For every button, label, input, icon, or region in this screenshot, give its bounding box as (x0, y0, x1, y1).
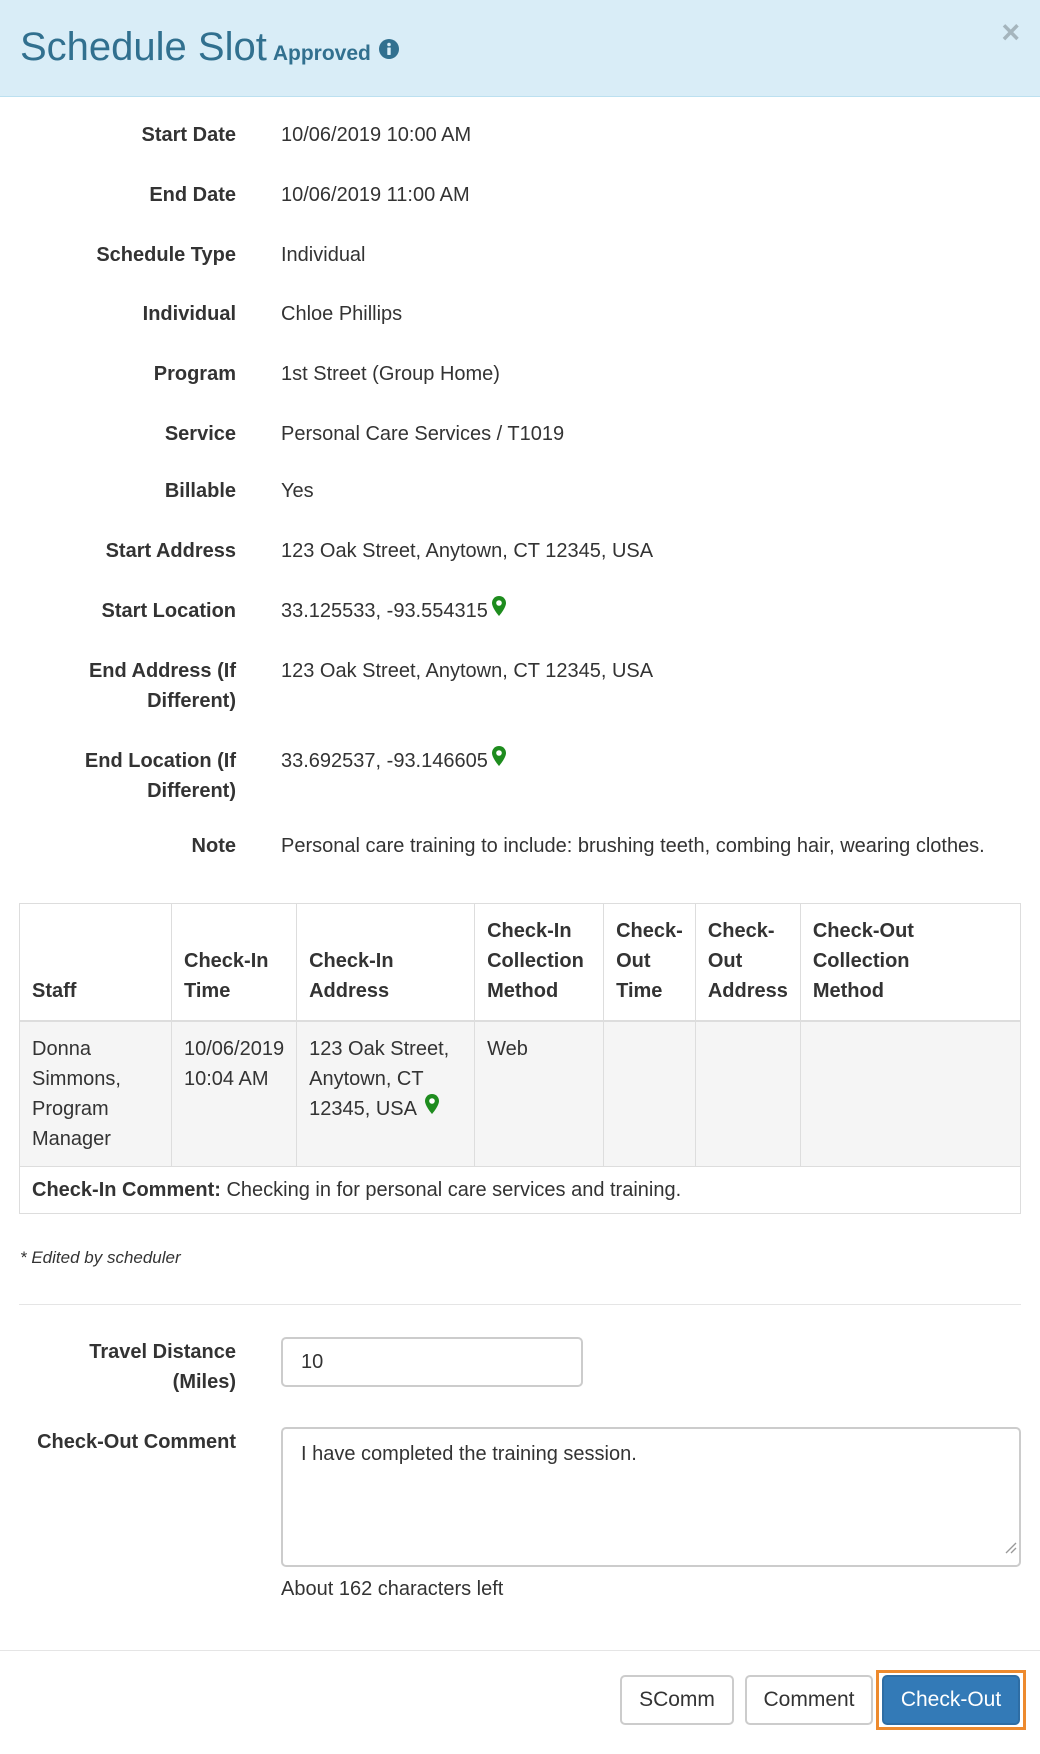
modal-header (0, 0, 1040, 97)
header-text: Time (616, 980, 663, 1002)
cell-text: Simmons, (32, 1068, 121, 1090)
header-text: Staff (32, 980, 77, 1002)
divider (19, 1304, 1021, 1305)
start-date-label: Start Date (141, 124, 236, 146)
map-marker-icon[interactable] (492, 595, 506, 625)
end-location-coords: 33.692537, -93.146605 (281, 750, 488, 772)
header-text: Address (707, 980, 788, 1002)
map-marker-icon[interactable] (492, 745, 506, 775)
header-text: Collection (487, 950, 584, 972)
modal-title-text: Schedule Slot (20, 25, 267, 69)
checkin-comment-label: Check-In Comment: (32, 1179, 221, 1201)
cell-checkin-method: Web (475, 1021, 604, 1167)
checkin-table (19, 903, 1021, 1214)
checkin-comment-text: Checking in for personal care services and training. (226, 1179, 682, 1201)
footer-divider (0, 1650, 1040, 1651)
individual-value: Chloe Phillips (281, 303, 403, 325)
start-location-value (281, 596, 506, 627)
cell-text: Anytown, CT (309, 1068, 424, 1090)
checkout-comment-textarea[interactable] (281, 1427, 1021, 1567)
end-location-label (0, 746, 236, 806)
header-text: Check-In (309, 950, 394, 972)
cell-checkout-address (695, 1021, 800, 1167)
individual-label: Individual (142, 303, 236, 325)
header-text: Check-Out (812, 920, 914, 942)
end-location-label-line2: Different) (147, 780, 236, 802)
end-location-label-line1: End Location (If (84, 750, 236, 772)
check-out-button[interactable]: Check-Out (882, 1675, 1020, 1725)
header-text: Collection (812, 950, 910, 972)
header-text: Check- (707, 920, 775, 942)
travel-distance-input[interactable]: 10 (281, 1337, 583, 1387)
scomm-button[interactable]: SComm (620, 1675, 734, 1725)
end-date-label: End Date (149, 184, 236, 206)
cell-staff (20, 1021, 172, 1167)
map-marker-icon[interactable] (425, 1093, 439, 1123)
checkin-comment-row (20, 1167, 1021, 1214)
end-location-value (281, 746, 506, 777)
table-header-row (20, 904, 1021, 1022)
note-label: Note (191, 835, 236, 857)
cell-text: 123 Oak Street, (309, 1038, 450, 1060)
travel-distance-label (0, 1337, 236, 1397)
billable-value: Yes (281, 480, 314, 502)
end-address-label-line1: End Address (If (88, 660, 236, 682)
column-header-checkout-address (695, 904, 800, 1022)
resize-handle-icon[interactable] (1003, 1533, 1017, 1563)
header-text: Check-In (487, 920, 572, 942)
header-text: Method (487, 980, 559, 1002)
characters-left: About 162 characters left (281, 1578, 504, 1600)
close-icon[interactable]: × (1001, 14, 1020, 50)
billable-label: Billable (164, 480, 236, 502)
header-text: Address (309, 980, 390, 1002)
service-value: Personal Care Services / T1019 (281, 423, 565, 445)
modal-title (20, 20, 399, 81)
checkin-comment-cell (20, 1167, 1021, 1214)
cell-checkin-time (172, 1021, 297, 1167)
program-label: Program (153, 363, 236, 385)
note-value: Personal care training to include: brushing teeth, combing hair, wearing clothes. (281, 835, 985, 857)
schedule-type-value: Individual (281, 244, 366, 266)
header-text: Check- (616, 920, 683, 942)
end-date-value: 10/06/2019 11:00 AM (281, 184, 470, 206)
checkout-comment-label: Check-Out Comment (37, 1431, 236, 1453)
column-header-checkout-time (604, 904, 696, 1022)
end-address-label-line2: Different) (147, 690, 236, 712)
cell-text: Donna (32, 1038, 91, 1060)
end-address-label (0, 656, 236, 716)
checkout-comment-text: I have completed the training session. (301, 1443, 637, 1465)
table-row (20, 1021, 1021, 1167)
schedule-type-label: Schedule Type (96, 244, 236, 266)
header-text: Method (812, 980, 884, 1002)
start-address-label: Start Address (105, 540, 236, 562)
header-text: Check-In (184, 950, 269, 972)
header-text: Out (616, 950, 651, 972)
cell-checkin-address (297, 1021, 475, 1167)
start-date-value: 10/06/2019 10:00 AM (281, 124, 472, 146)
status-label: Approved (272, 42, 371, 65)
cell-text: 10/06/2019 (184, 1038, 285, 1060)
service-label: Service (164, 423, 236, 445)
travel-distance-label-line2: (Miles) (172, 1371, 236, 1393)
comment-button[interactable]: Comment (745, 1675, 873, 1725)
header-text: Time (184, 980, 231, 1002)
start-location-label: Start Location (101, 600, 236, 622)
program-value: 1st Street (Group Home) (281, 363, 500, 385)
end-address-value: 123 Oak Street, Anytown, CT 12345, USA (281, 660, 654, 682)
column-header-staff (20, 904, 172, 1022)
cell-checkout-time (604, 1021, 696, 1167)
cell-text: Program (32, 1098, 109, 1120)
edited-note: * Edited by scheduler (20, 1248, 181, 1267)
start-address-value: 123 Oak Street, Anytown, CT 12345, USA (281, 540, 654, 562)
column-header-checkin-time (172, 904, 297, 1022)
column-header-checkout-method (800, 904, 1020, 1022)
cell-text: 12345, USA (309, 1098, 417, 1120)
start-location-coords: 33.125533, -93.554315 (281, 600, 488, 622)
info-circle-icon[interactable] (379, 19, 399, 73)
cell-text: Manager (32, 1128, 111, 1150)
cell-text: 10:04 AM (184, 1068, 269, 1090)
column-header-checkin-method (475, 904, 604, 1022)
header-text: Out (707, 950, 743, 972)
cell-checkout-method (800, 1021, 1020, 1167)
column-header-checkin-address (297, 904, 475, 1022)
travel-distance-label-line1: Travel Distance (89, 1341, 236, 1363)
